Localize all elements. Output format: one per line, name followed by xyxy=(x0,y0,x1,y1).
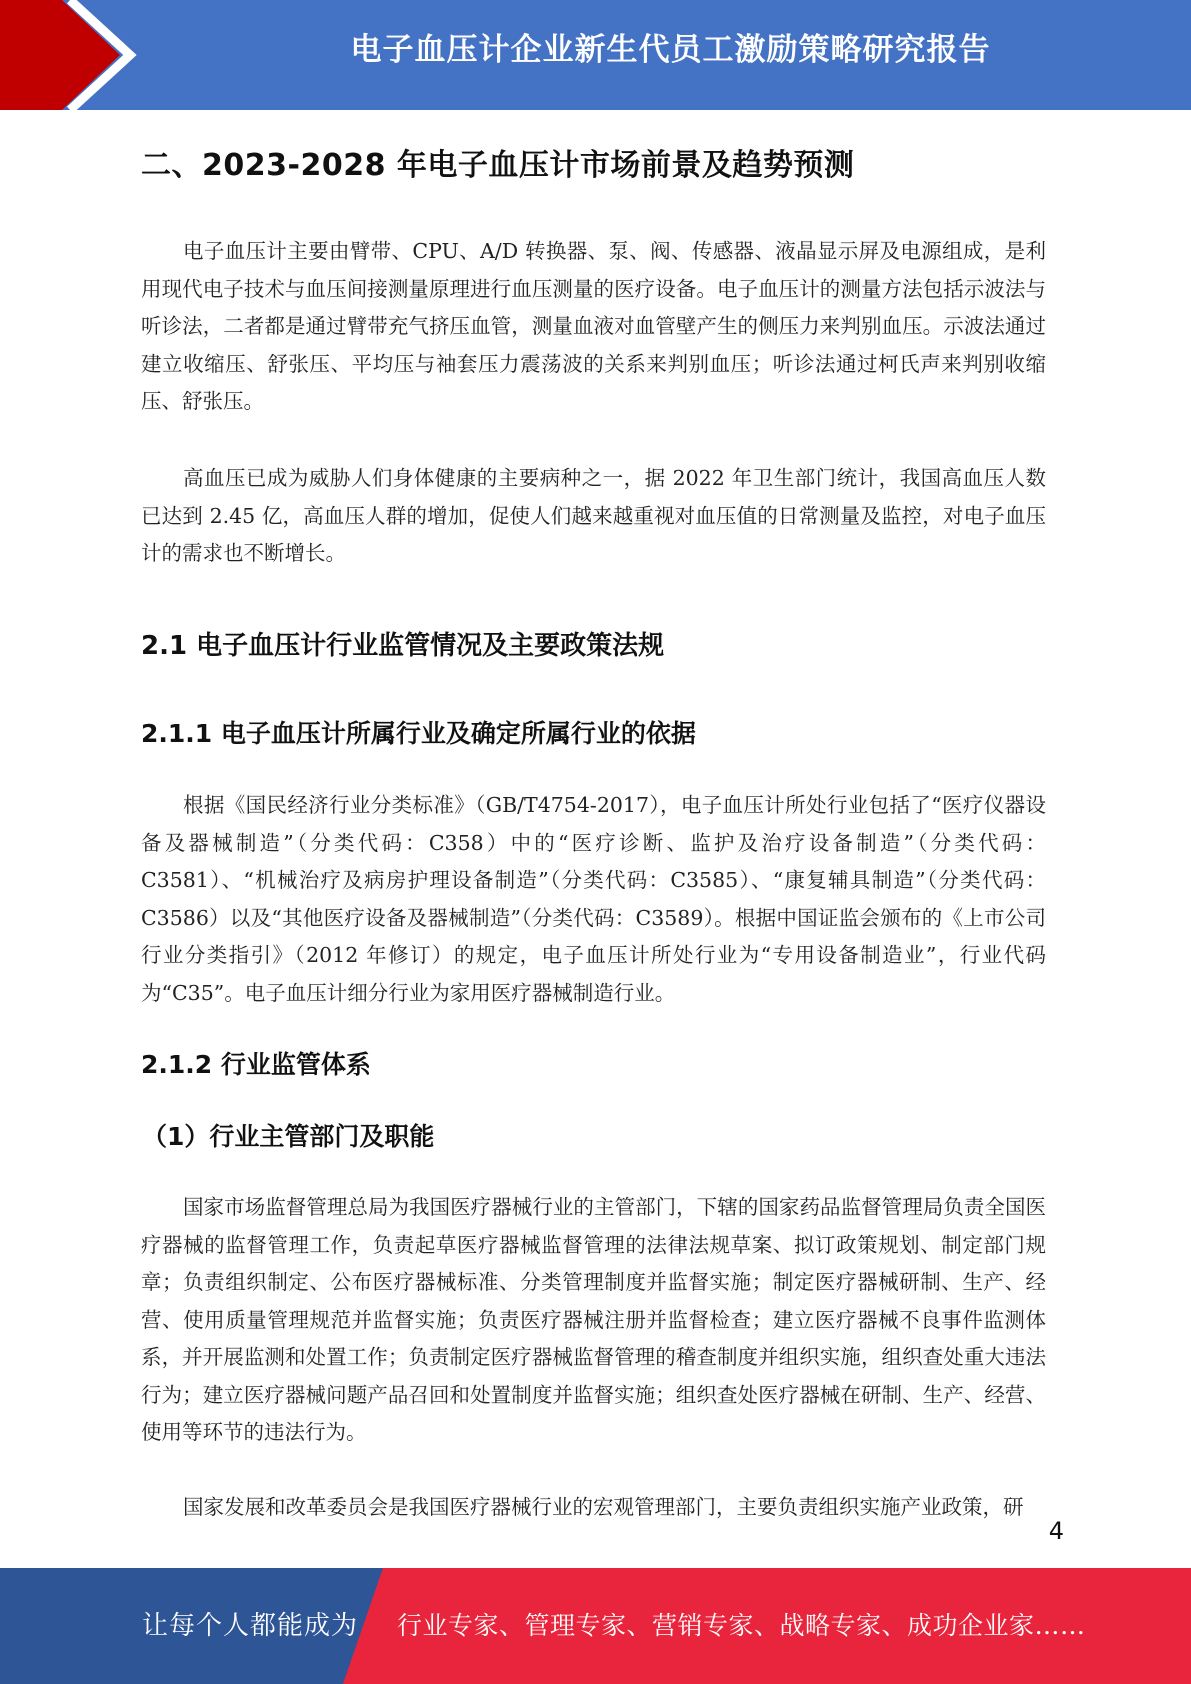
item-title-authority: （1）行业主管部门及职能 xyxy=(142,1122,435,1151)
subsection-title-2-1: 2.1 电子血压计行业监管情况及主要政策法规 xyxy=(141,631,665,661)
paragraph-intro: 电子血压计主要由臂带、CPU、A/D 转换器、泵、阀、传感器、液晶显示屏及电源组成，是利用现代电子技术与血压间接测量原理进行血压测量的医疗设备。电子血压计的测量方法包括示波法与听诊法，二者都是通过臂带充气挤压血管，测量血液对血管壁产生的侧压力来判别血压。示波法通过建立收缩压、舒张压、平均压与袖套压力震荡波的关系来判别血压；听诊法通过柯氏声来判别收缩压、舒张压。 xyxy=(141,239,1046,413)
footer-slogan-left: 让每个人都能成为 xyxy=(142,1611,359,1641)
subsection-title-2-1-2: 2.1.2 行业监管体系 xyxy=(141,1050,371,1079)
paragraph-ndrc: 国家发展和改革委员会是我国医疗器械行业的宏观管理部门，主要负责组织实施产业政策，研 xyxy=(183,1495,1024,1519)
subsection-title-2-1-1: 2.1.1 电子血压计所属行业及确定所属行业的依据 xyxy=(141,719,696,748)
paragraph-industry-classification: 根据《国民经济行业分类标准》（GB/T4754-2017），电子血压计所处行业包括了“医疗仪器设备及器械制造”（分类代码：C358）中的“医疗诊断、监护及治疗设备制造”（分类代码：C3581）、“机械治疗及病房护理设备制造”（分类代码：C3585）、“康复辅具制造”（分类代码：C3586）以及“其他医疗设备及器械制造”（分类代码：C3589）。根据中国证监会颁布的《上市公司行业分类指引》（2012 年修订）的规定，电子血压计所处行业为“专用设备制造业”，行业代码为“C35”。电子血压计细分行业为家用医疗器械制造行业。 xyxy=(141,793,1046,1005)
page-number: 4 xyxy=(1048,1517,1064,1545)
section-title: 二、2023-2028 年电子血压计市场前景及趋势预测 xyxy=(141,148,855,183)
paragraph-regulator-duties: 国家市场监督管理总局为我国医疗器械行业的主管部门，下辖的国家药品监督管理局负责全国医疗器械的监督管理工作，负责起草医疗器械监督管理的法律法规草案、拟订政策规划、制定部门规章；负责组织制定、公布医疗器械标准、分类管理制度并监督实施；制定医疗器械研制、生产、经营、使用质量管理规范并监督实施；负责医疗器械注册并监督检查；建立医疗器械不良事件监测体系，并开展监测和处置工作；负责制定医疗器械监督管理的稽查制度并组织实施，组织查处重大违法行为；建立医疗器械问题产品召回和处置制度并监督实施；组织查处医疗器械在研制、生产、经营、使用等环节的违法行为。 xyxy=(141,1195,1046,1444)
page-footer-banner xyxy=(0,1568,1191,1684)
paragraph-hypertension: 高血压已成为威胁人们身体健康的主要病种之一，据 2022 年卫生部门统计，我国高血压人数已达到 2.45 亿，高血压人群的增加，促使人们越来越重视对血压值的日常测量及监控，对电子血压计的需求也不断增长。 xyxy=(141,466,1046,565)
footer-slogan-right: 行业专家、管理专家、营销专家、战略专家、成功企业家…… xyxy=(397,1611,1086,1640)
report-title: 电子血压计企业新生代员工激励策略研究报告 xyxy=(350,32,991,68)
